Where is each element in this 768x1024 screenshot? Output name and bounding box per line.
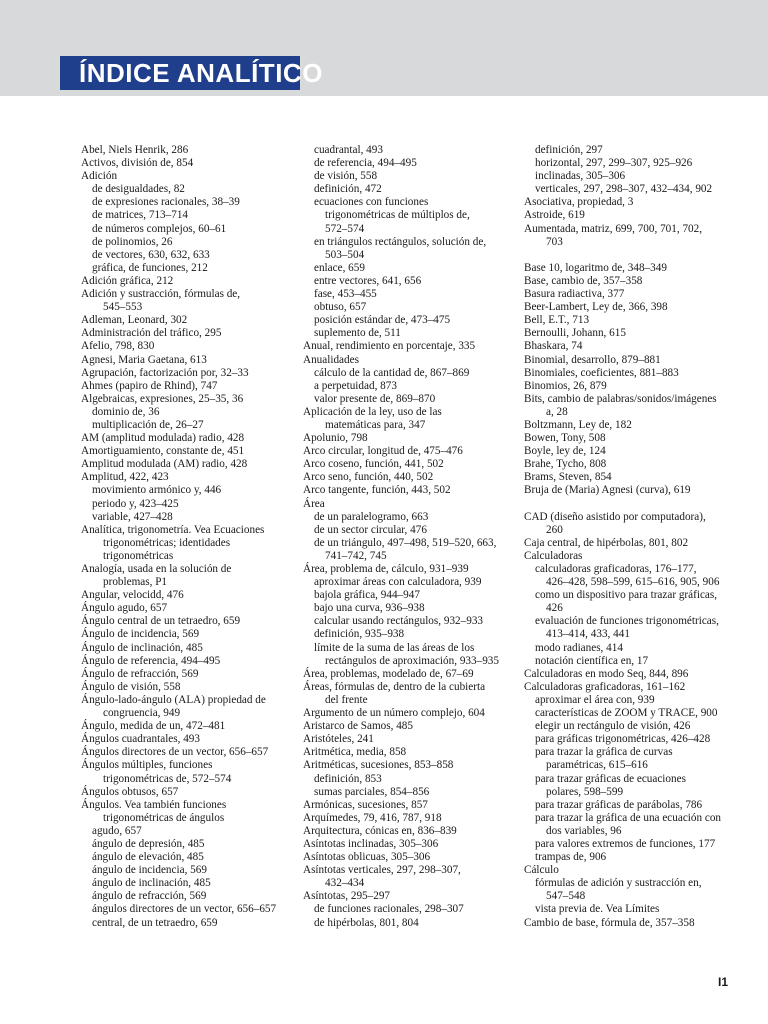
index-entry: Ángulo central de un tetraedro, 659 — [81, 615, 241, 628]
index-entry: entre vectores, 641, 656 — [314, 274, 422, 287]
index-entry: verticales, 297, 298–307, 432–434, 902 — [535, 183, 713, 196]
index-column-3 — [524, 144, 756, 930]
page-number: I1 — [718, 975, 729, 989]
index-entry: de expresiones racionales, 38–39 — [92, 196, 240, 209]
index-entry: evaluación de funciones trigonométricas, — [535, 615, 719, 628]
index-entry: 703 — [546, 235, 563, 248]
index-entry: suplemento de, 511 — [314, 327, 401, 340]
index-entry: elegir un rectángulo de visión, 426 — [535, 720, 691, 733]
index-entry: para trazar la gráfica de una ecuación con — [535, 811, 722, 824]
index-entry: ángulo de incidencia, 569 — [92, 864, 207, 877]
index-entry: fase, 453–455 — [314, 288, 377, 301]
index-entry: Administración del tráfico, 295 — [81, 327, 222, 340]
index-entry: Adición gráfica, 212 — [81, 274, 174, 287]
index-entry: trampas de, 906 — [535, 851, 607, 864]
index-entry: para trazar gráficas de ecuaciones — [535, 772, 686, 785]
index-entry: Ángulos directores de un vector, 656–657 — [81, 746, 269, 759]
index-entry: 545–553 — [103, 301, 143, 314]
index-entry: Brams, Steven, 854 — [524, 471, 612, 484]
index-column-2 — [303, 144, 525, 930]
index-entry: Analogía, usada en la solución de — [81, 563, 232, 575]
index-entry: Asíntotas, 295–297 — [303, 890, 391, 903]
index-entry: dominio de, 36 — [92, 405, 160, 418]
index-entry: Área — [303, 497, 325, 510]
index-entry: trigonométricas — [103, 549, 174, 562]
index-entry: rectángulos de aproximación, 933–935 — [325, 654, 499, 667]
index-entry: de números complejos, 60–61 — [92, 222, 227, 235]
index-entry: Binomiales, coeficientes, 881–883 — [524, 366, 679, 379]
index-entry: Algebraicas, expresiones, 25–35, 36 — [81, 392, 244, 405]
index-entry: trigonométricas de ángulos — [103, 811, 225, 824]
index-entry: periodo y, 423–425 — [92, 497, 179, 510]
index-entry: posición estándar de, 473–475 — [314, 314, 451, 327]
index-entry: vista previa de. Vea Límites — [535, 903, 660, 916]
index-entry: de vectores, 630, 632, 633 — [92, 248, 210, 261]
index-entry: Cálculo — [524, 864, 559, 877]
index-entry: para trazar la gráfica de curvas — [535, 746, 673, 759]
index-entry: Bits, cambio de palabras/sonidos/imágenes — [524, 392, 717, 405]
index-entry: de un sector circular, 476 — [314, 523, 427, 536]
index-entry: Área, problema de, cálculo, 931–939 — [303, 563, 469, 575]
index-entry: de funciones racionales, 298–307 — [314, 903, 464, 916]
index-entry: de matrices, 713–714 — [92, 209, 189, 222]
index-entry: Ángulos obtusos, 657 — [81, 785, 179, 798]
index-entry: Ángulo de visión, 558 — [81, 680, 181, 693]
index-entry: Bruja de (Maria) Agnesi (curva), 619 — [524, 484, 691, 497]
index-entry: Abel, Niels Henrik, 286 — [81, 144, 189, 156]
index-entry: ángulo de elevación, 485 — [92, 851, 204, 864]
index-entry: de polinomios, 26 — [92, 235, 173, 248]
index-entry: límite de la suma de las áreas de los — [314, 641, 475, 654]
index-entry: Ángulos múltiples, funciones — [81, 759, 213, 772]
index-entry: Binomios, 26, 879 — [524, 379, 607, 392]
index-entry: Activos, división de, 854 — [81, 157, 194, 170]
index-entry: notación científica en, 17 — [535, 654, 649, 667]
index-entry: Aristóteles, 241 — [303, 733, 374, 746]
page-title: ÍNDICE ANALÍTICO — [79, 58, 323, 88]
index-entry: ángulo de depresión, 485 — [92, 837, 205, 850]
index-entry: dos variables, 96 — [546, 824, 622, 837]
index-entry: Aumentada, matriz, 699, 700, 701, 702, — [524, 222, 703, 235]
index-entry: Bhaskara, 74 — [524, 340, 583, 353]
index-entry: Amortiguamiento, constante de, 451 — [81, 445, 245, 458]
index-entry: de desigualdades, 82 — [92, 183, 185, 196]
index-entry: 503–504 — [325, 248, 365, 261]
index-entry: obtuso, 657 — [314, 301, 367, 314]
index-entry: Boyle, ley de, 124 — [524, 445, 606, 458]
index-entry: Agrupación, factorización por, 32–33 — [81, 366, 249, 379]
index-entry: ángulos directores de un vector, 656–657 — [92, 903, 277, 916]
index-entry: Cambio de base, fórmula de, 357–358 — [524, 916, 695, 929]
index-entry: Base 10, logaritmo de, 348–349 — [524, 261, 667, 274]
index-entry: Asíntotas inclinadas, 305–306 — [303, 837, 439, 850]
index-entry: cuadrantal, 493 — [314, 144, 383, 156]
index-entry: problemas, P1 — [103, 576, 168, 589]
index-entry: 432–434 — [325, 877, 365, 890]
index-entry: aproximar áreas con calculadora, 939 — [314, 576, 482, 589]
index-entry: Arco circular, longitud de, 475–476 — [303, 445, 463, 458]
index-entry: a perpetuidad, 873 — [314, 379, 397, 392]
index-entry: de visión, 558 — [314, 170, 378, 183]
index-entry: trigonométricas de múltiplos de, — [325, 209, 470, 222]
index-entry: de un paralelogramo, 663 — [314, 510, 429, 523]
index-entry: como un dispositivo para trazar gráficas, — [535, 589, 718, 602]
index-spacer — [524, 498, 756, 511]
index-column-1 — [81, 144, 306, 930]
index-entry: Arco coseno, función, 441, 502 — [303, 458, 444, 471]
index-entry: Calculadoras — [524, 549, 583, 562]
index-entry: matemáticas para, 347 — [325, 418, 426, 431]
index-entry: 426 — [546, 602, 563, 615]
index-entry: Caja central, de hipérbolas, 801, 802 — [524, 536, 689, 549]
index-entry: AM (amplitud modulada) radio, 428 — [81, 432, 245, 445]
index-entry: Asociativa, propiedad, 3 — [524, 196, 634, 209]
index-entry: Afelio, 798, 830 — [81, 340, 155, 353]
index-entry: Arco seno, función, 440, 502 — [303, 471, 434, 484]
index-entry: Ángulo agudo, 657 — [81, 602, 168, 615]
index-entry: Ángulo de refracción, 569 — [81, 667, 199, 680]
index-entry: ecuaciones con funciones — [314, 196, 429, 209]
index-entry: Apolunio, 798 — [303, 432, 368, 445]
index-entry: 741–742, 745 — [325, 549, 387, 562]
index-entry: Ángulos cuadrantales, 493 — [81, 733, 200, 746]
index-entry: Área, problemas, modelado de, 67–69 — [303, 667, 474, 680]
index-entry: Ahmes (papiro de Rhind), 747 — [81, 379, 218, 392]
index-entry: Áreas, fórmulas de, dentro de la cubierta — [303, 680, 486, 693]
index-entry: trigonométricas; identidades — [103, 536, 231, 549]
index-entry: fórmulas de adición y sustracción en, — [535, 877, 702, 890]
index-entry: movimiento armónico y, 446 — [92, 484, 222, 497]
index-entry: definición, 297 — [535, 144, 603, 156]
index-entry: 260 — [546, 523, 563, 536]
index-entry: Analítica, trigonometría. Vea Ecuaciones — [81, 523, 265, 536]
index-entry: 547–548 — [546, 890, 586, 903]
index-entry: calculadoras graficadoras, 176–177, — [535, 563, 697, 575]
index-entry: modo radianes, 414 — [535, 641, 623, 654]
index-entry: características de ZOOM y TRACE, 900 — [535, 707, 718, 720]
index-entry: Arco tangente, función, 443, 502 — [303, 484, 451, 497]
index-entry: Amplitud modulada (AM) radio, 428 — [81, 458, 248, 471]
index-entry: Binomial, desarrollo, 879–881 — [524, 353, 661, 366]
index-entry: en triángulos rectángulos, solución de, — [314, 235, 487, 248]
index-entry: 426–428, 598–599, 615–616, 905, 906 — [546, 576, 720, 589]
index-entry: Astroide, 619 — [524, 209, 585, 222]
index-entry: Aplicación de la ley, uso de las — [303, 405, 442, 418]
index-entry: de referencia, 494–495 — [314, 157, 417, 170]
index-entry: horizontal, 297, 299–307, 925–926 — [535, 157, 693, 170]
index-entry: para trazar gráficas de parábolas, 786 — [535, 798, 703, 811]
index-entry: de un triángulo, 497–498, 519–520, 663, — [314, 536, 497, 549]
index-entry: Amplitud, 422, 423 — [81, 471, 169, 484]
index-entry: Asíntotas verticales, 297, 298–307, — [303, 864, 461, 877]
index-entry: enlace, 659 — [314, 261, 365, 274]
index-entry: central, de un tetraedro, 659 — [92, 916, 218, 929]
index-entry: multiplicación de, 26–27 — [92, 418, 204, 431]
index-entry: 413–414, 433, 441 — [546, 628, 630, 641]
index-entry: de hipérbolas, 801, 804 — [314, 916, 419, 929]
index-entry: Angular, velocidd, 476 — [81, 589, 184, 602]
index-entry: Argumento de un número complejo, 604 — [303, 707, 485, 720]
index-entry: CAD (diseño asistido por computadora), — [524, 510, 706, 523]
index-entry: Adleman, Leonard, 302 — [81, 314, 188, 327]
index-entry: Bowen, Tony, 508 — [524, 432, 606, 445]
index-entry: bajola gráfica, 944–947 — [314, 589, 420, 602]
index-entry: Ángulo de inclinación, 485 — [81, 641, 203, 654]
index-entry: inclinadas, 305–306 — [535, 170, 626, 183]
index-entry: Anualidades — [303, 353, 359, 366]
index-entry: Bell, E.T., 713 — [524, 314, 590, 327]
index-entry: Aritméticas, sucesiones, 853–858 — [303, 759, 454, 772]
index-entry: aproximar el área con, 939 — [535, 693, 655, 706]
index-entry: paramétricas, 615–616 — [546, 759, 648, 772]
index-entry: para gráficas trigonométricas, 426–428 — [535, 733, 711, 746]
index-entry: Beer-Lambert, Ley de, 366, 398 — [524, 301, 668, 314]
index-entry: del frente — [325, 693, 368, 706]
index-entry: Ángulo de incidencia, 569 — [81, 628, 200, 641]
index-entry: definición, 935–938 — [314, 628, 405, 641]
index-entry: ángulo de refracción, 569 — [92, 890, 207, 903]
index-entry: Anual, rendimiento en porcentaje, 335 — [303, 340, 476, 353]
index-entry: Aritmética, media, 858 — [303, 746, 407, 759]
index-entry: Base, cambio de, 357–358 — [524, 274, 643, 287]
index-entry: Adición — [81, 170, 118, 183]
index-entry: Asíntotas oblicuas, 305–306 — [303, 851, 431, 864]
index-entry: Ángulo de referencia, 494–495 — [81, 654, 221, 667]
index-entry: Ángulo, medida de un, 472–481 — [81, 720, 226, 733]
index-entry: gráfica, de funciones, 212 — [92, 261, 208, 274]
index-entry: Arquímedes, 79, 416, 787, 918 — [303, 811, 442, 824]
index-entry: Basura radiactiva, 377 — [524, 288, 625, 301]
index-entry: valor presente de, 869–870 — [314, 392, 436, 405]
index-entry: Armónicas, sucesiones, 857 — [303, 798, 428, 811]
index-entry: 572–574 — [325, 222, 365, 235]
index-entry: definición, 472 — [314, 183, 382, 196]
index-entry: polares, 598–599 — [546, 785, 624, 798]
index-entry: Agnesi, Maria Gaetana, 613 — [81, 353, 207, 366]
index-entry: congruencia, 949 — [103, 707, 181, 720]
index-entry: Ángulo-lado-ángulo (ALA) propiedad de — [81, 693, 266, 706]
index-entry: Ángulos. Vea también funciones — [81, 798, 227, 811]
index-entry: bajo una curva, 936–938 — [314, 602, 425, 615]
index-entry: cálculo de la cantidad de, 867–869 — [314, 366, 470, 379]
index-entry: Calculadoras en modo Seq, 844, 896 — [524, 667, 689, 680]
index-entry: calcular usando rectángulos, 932–933 — [314, 615, 484, 628]
index-entry: Arquitectura, cónicas en, 836–839 — [303, 824, 457, 837]
index-entry: agudo, 657 — [92, 824, 142, 837]
index-entry: Bernoulli, Johann, 615 — [524, 327, 626, 340]
index-entry: sumas parciales, 854–856 — [314, 785, 430, 798]
index-entry: trigonométricas de, 572–574 — [103, 772, 232, 785]
index-entry: definición, 853 — [314, 772, 382, 785]
index-entry: Calculadoras graficadoras, 161–162 — [524, 680, 686, 693]
index-entry: Brahe, Tycho, 808 — [524, 458, 607, 471]
index-entry: Aristarco de Samos, 485 — [303, 720, 413, 733]
index-entry: para valores extremos de funciones, 177 — [535, 837, 716, 850]
index-entry: Boltzmann, Ley de, 182 — [524, 418, 632, 431]
index-entry: a, 28 — [546, 405, 568, 418]
index-spacer — [524, 249, 756, 262]
index-entry: variable, 427–428 — [92, 510, 173, 523]
index-entry: ángulo de inclinación, 485 — [92, 877, 211, 890]
index-entry: Adición y sustracción, fórmulas de, — [81, 288, 241, 301]
